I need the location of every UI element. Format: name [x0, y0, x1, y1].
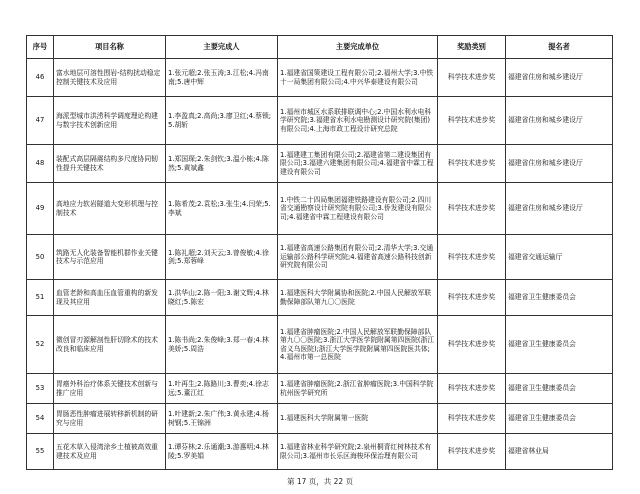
cell-num: 53 [27, 374, 54, 404]
cell-people: 1.谭芬林;2.乐通潮;3.游惠明;4.林陵;5.罗美娟 [166, 434, 278, 470]
cell-project-name: 装配式高层隔震结构多尺度协同韧性提升关键技术 [54, 145, 166, 183]
table-row [27, 145, 613, 183]
cell-project-name: 微创冒刃源解剖性肝切除术的技术改良和临床应用 [54, 316, 166, 374]
cell-category: 科学技术进步奖 [438, 280, 506, 316]
cell-people: 1.陈希茂;2.袁松;3.张生;4.闫荣;5.李斌 [166, 183, 278, 235]
table-row [27, 404, 613, 434]
cell-people: 1.张元超;2.张玉涛;3.江松;4.冯南南;5.唐中辉 [166, 59, 278, 97]
cell-people: 1.李盈真;2.高尚;3.廖卫红;4.蔡锁;5.胡斩 [166, 97, 278, 145]
cell-people: 1.郑国琛;2.朱剑钦;3.温小栋;4.陈然;5.黄斌鑫 [166, 145, 278, 183]
cell-nominator: 福建省住房和城乡建设厅 [506, 59, 613, 97]
cell-project-name: 富水地层可溶性围岩-结构扰动稳定控制关键技术及应用 [54, 59, 166, 97]
cell-num: 46 [27, 59, 54, 97]
cell-nominator: 福建省交通运输厅 [506, 235, 613, 280]
cell-units: 1.福建医科大学附属第一医院 [278, 404, 438, 434]
cell-category: 科学技术进步奖 [438, 183, 506, 235]
header-name: 项目名称 [54, 36, 166, 59]
cell-category: 科学技术进步奖 [438, 59, 506, 97]
cell-category: 科学技术进步奖 [438, 434, 506, 470]
table-row [27, 59, 613, 97]
cell-nominator: 福建省卫生健康委员会 [506, 280, 613, 316]
cell-nominator: 福建省卫生健康委员会 [506, 316, 613, 374]
cell-project-name: 胃癌外科治疗体系关键技术创新与推广应用 [54, 374, 166, 404]
page-footer: 第 17 页，共 22 页 [286, 477, 354, 486]
awards-table [26, 35, 613, 470]
table-row [27, 97, 613, 145]
cell-num: 55 [27, 434, 54, 470]
cell-category: 科学技术进步奖 [438, 374, 506, 404]
cell-category: 科学技术进步奖 [438, 145, 506, 183]
header-people: 主要完成人 [166, 36, 278, 59]
header-nominator: 提名者 [506, 36, 613, 59]
cell-people: 1.叶建新;2.朱广伟;3.黄永建;4.杨树钢;5.王锦洲 [166, 404, 278, 434]
cell-num: 52 [27, 316, 54, 374]
cell-units: 1.福建建工集团有限公司;2.福建省第二建设集团有限公司;3.福建六建集团有限公司;4.福建省中霖工程建设有限公司 [278, 145, 438, 183]
cell-num: 49 [27, 183, 54, 235]
table-row [27, 235, 613, 280]
cell-nominator: 福建省住房和城乡建设厅 [506, 183, 613, 235]
cell-project-name: 筑路无人化装备智能机群作业关键技术与示范应用 [54, 235, 166, 280]
cell-project-name: 高地应力软岩隧道大变形机理与控制技术 [54, 183, 166, 235]
table-row [27, 374, 613, 404]
cell-project-name: 血管老龄和高血压血管重构的新发现及其应用 [54, 280, 166, 316]
header-category: 奖励类别 [438, 36, 506, 59]
cell-project-name: 五花木草入侵湾涂乡土植被高效重建技术及应用 [54, 434, 166, 470]
cell-units: 1.福建省肿瘤医院;2.浙江省肿瘤医院;3.中国科学院杭州医学研究所 [278, 374, 438, 404]
cell-nominator: 福建省住房和城乡建设厅 [506, 97, 613, 145]
cell-category: 科学技术进步奖 [438, 97, 506, 145]
cell-num: 48 [27, 145, 54, 183]
cell-project-name: 胃肠恶性肿瘤进展转移新机制的研究与应用 [54, 404, 166, 434]
cell-category: 科学技术进步奖 [438, 404, 506, 434]
header-units: 主要完成单位 [278, 36, 438, 59]
cell-units: 1.福建省肿瘤医院;2.中国人民解放军联勤保障部队第九〇〇医院;3.浙江大学医学院附属第四医院(浙江省义乌医院);浙江大学医学院附属第四医院医共体;4.福州市第一总医院 [278, 316, 438, 374]
cell-category: 科学技术进步奖 [438, 316, 506, 374]
cell-num: 51 [27, 280, 54, 316]
cell-nominator: 福建省卫生健康委员会 [506, 374, 613, 404]
cell-people: 1.陈礼超;2.刘天云;3.曾俊敏;4.徐剑;5.郑蓉峰 [166, 235, 278, 280]
cell-units: 1.福建医科大学附属协和医院;2.中国人民解放军联勤保障部队第九〇〇医院 [278, 280, 438, 316]
cell-people: 1.洪华山;2.陈一阳;3.谢文辉;4.林晓红;5.陈宏 [166, 280, 278, 316]
cell-category: 科学技术进步奖 [438, 235, 506, 280]
header-num: 序号 [27, 36, 54, 59]
cell-nominator: 福建省卫生健康委员会 [506, 404, 613, 434]
table-row [27, 434, 613, 470]
cell-num: 47 [27, 97, 54, 145]
cell-project-name: 海派型城市洪涝科学调度理论构建与数字技术创新应用 [54, 97, 166, 145]
table-header-row [27, 36, 613, 59]
cell-num: 54 [27, 404, 54, 434]
cell-units: 1.福州市城区水系联排联调中心;2.中国水利水电科学研究院;3.福建省水利水电勘测设计研究院(集团)有限公司;4.上海市政工程设计研究总院 [278, 97, 438, 145]
table-row [27, 280, 613, 316]
cell-nominator: 福建省住房和城乡建设厅 [506, 145, 613, 183]
cell-people: 1.叶再生;2.陈路川;3.曹奕;4.徐志远;5.董江红 [166, 374, 278, 404]
table-row [27, 183, 613, 235]
cell-units: 1.福建省林业科学研究院;2.泉州桐青红树林技术有限公司;3.福州市长乐区海梭环保治理有限公司 [278, 434, 438, 470]
cell-num: 50 [27, 235, 54, 280]
cell-nominator: 福建省林业局 [506, 434, 613, 470]
cell-units: 1.福建省高速公路集团有限公司;2.清华大学;3.交通运输部公路科学研究院;4.福建省高速公路科技创新研究院有限公司 [278, 235, 438, 280]
cell-units: 1.中铁二十四局集团福建铁路建设有限公司;2.四川省交通勘察设计研究院有限公司;3.侨发建设有限公司;4.福建省中霖工程建设有限公司 [278, 183, 438, 235]
cell-people: 1.陈书尚;2.朱俊峰;3.郑一春;4.林美娇;5.周浩 [166, 316, 278, 374]
table-row [27, 316, 613, 374]
cell-units: 1.福建省国策建设工程有限公司;2.福州大学;3.中铁十一局集团有限公司;4.中兴华泰建设有限公司 [278, 59, 438, 97]
